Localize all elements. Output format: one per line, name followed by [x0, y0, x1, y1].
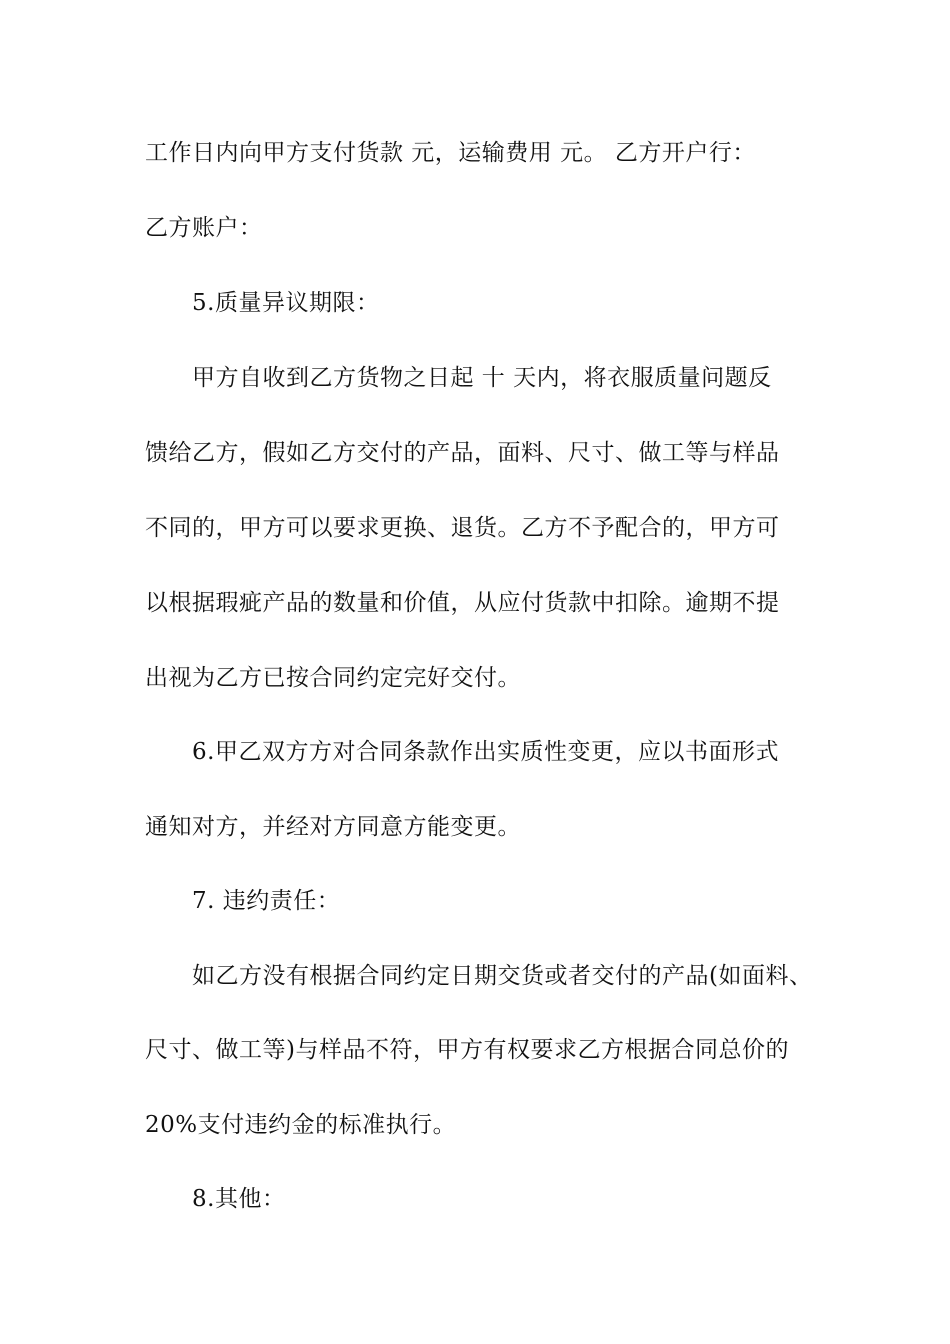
- section-5-heading: 5.质量异议期限：: [192, 290, 380, 316]
- paragraph-line: 以根据瑕疵产品的数量和价值，从应付货款中扣除。逾期不提: [145, 590, 780, 616]
- paragraph-line: 如乙方没有根据合同约定日期交货或者交付的产品(如面料、: [192, 963, 813, 989]
- paragraph-line: 甲方自收到乙方货物之日起 十 天内，将衣服质量问题反: [192, 365, 772, 391]
- payment-line: 工作日内向甲方支付货款 元，运输费用 元。 乙方开户行：: [145, 140, 756, 166]
- section-8-heading: 8.其他：: [192, 1186, 286, 1212]
- section-7-heading: 7. 违约责任：: [192, 888, 341, 914]
- paragraph-line: 不同的，甲方可以要求更换、退货。乙方不予配合的，甲方可: [145, 515, 780, 541]
- paragraph-line: 馈给乙方，假如乙方交付的产品，面料、尺寸、做工等与样品: [145, 440, 780, 466]
- paragraph-line: 尺寸、做工等)与样品不符，甲方有权要求乙方根据合同总价的: [145, 1037, 789, 1063]
- paragraph-line: 20%支付违约金的标准执行。: [145, 1112, 457, 1138]
- section-6-line: 6.甲乙双方方对合同条款作出实质性变更，应以书面形式: [192, 739, 779, 765]
- paragraph-line: 通知对方，并经对方同意方能变更。: [145, 814, 521, 840]
- account-line: 乙方账户：: [145, 215, 263, 241]
- paragraph-line: 出视为乙方已按合同约定完好交付。: [145, 665, 521, 691]
